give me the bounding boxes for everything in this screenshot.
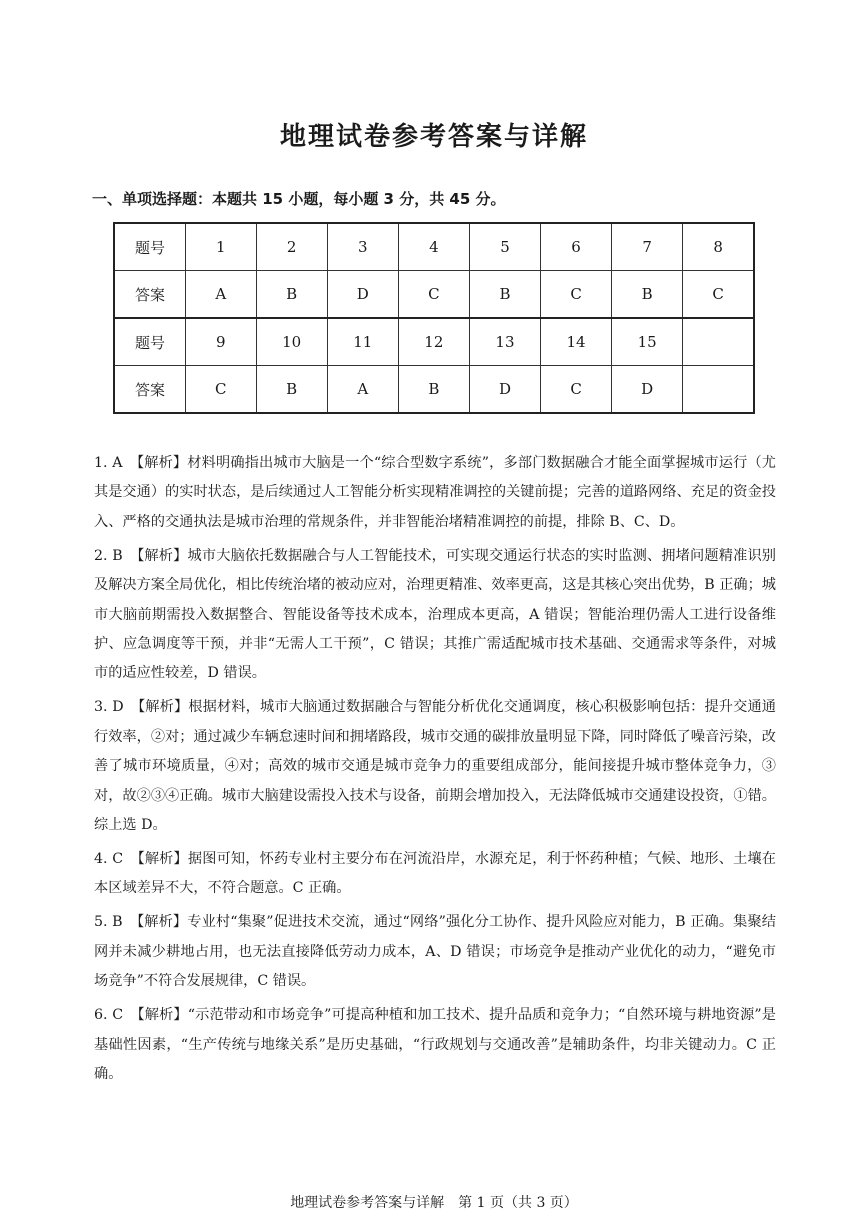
table-cell: C	[541, 271, 612, 319]
table-cell: 1	[185, 223, 256, 271]
answer-table	[113, 222, 755, 414]
table-cell: 8	[683, 223, 754, 271]
table-cell	[683, 366, 754, 414]
explanation-item-1: 1. A 【解析】材料明确指出城市大脑是一个“综合型数字系统”，多部门数据融合才能全面掌握城市运行（尤其是交通）的实时状态，是后续通过人工智能分析实现精准调控的关键前提；完善的道路网络、充足的资金投入、严格的交通执法是城市治理的常规条件，并非智能治堵精准调控的前提，排除 B、C、D。	[94, 455, 776, 530]
row-header: 题号	[114, 223, 185, 271]
explanation-item-4: 4. C 【解析】据图可知，怀药专业村主要分布在河流沿岸，水源充足，利于怀药种植；气候、地形、土壤在本区域差异不大，不符合题意。C 正确。	[94, 851, 776, 897]
table-cell: 11	[327, 318, 398, 366]
row-header: 答案	[114, 366, 185, 414]
explanation-list	[94, 449, 776, 1094]
table-cell	[683, 318, 754, 366]
section-heading: 一、单项选择题：本题共 15 小题，每小题 3 分，共 45 分。	[92, 190, 506, 208]
table-cell: 4	[398, 223, 469, 271]
page-footer: 地理试卷参考答案与详解 第 1 页（共 3 页）	[290, 1195, 578, 1211]
explanation-item-2: 2. B 【解析】城市大脑依托数据融合与人工智能技术，可实现交通运行状态的实时监测、拥堵问题精准识别及解决方案全局优化，相比传统治堵的被动应对，治理更精准、效率更高，这是其核心突出优势，B 正确；城市大脑前期需投入数据整合、智能设备等技术成本，治理成本更高，A 错误；智能治理仍需人工进行设备维护、应急调度等干预，并非“无需人工干预”，C 错误；其推广需适配城市技术基础、交通需求等条件，对城市的适应性较差，D 错误。	[94, 547, 776, 682]
table-cell: 2	[256, 223, 327, 271]
table-cell: A	[185, 271, 256, 319]
table-cell: 14	[541, 318, 612, 366]
table-cell: 3	[327, 223, 398, 271]
table-cell: D	[327, 271, 398, 319]
table-cell: 5	[469, 223, 540, 271]
table-cell: C	[541, 366, 612, 414]
table-cell: 7	[612, 223, 683, 271]
table-cell: C	[398, 271, 469, 319]
table-cell: B	[612, 271, 683, 319]
table-cell: B	[469, 271, 540, 319]
table-cell: C	[683, 271, 754, 319]
table-cell: 9	[185, 318, 256, 366]
table-cell: C	[185, 366, 256, 414]
table-cell: A	[327, 366, 398, 414]
table-cell: 6	[541, 223, 612, 271]
table-row	[114, 318, 754, 366]
table-cell: 13	[469, 318, 540, 366]
table-cell: 12	[398, 318, 469, 366]
row-header: 题号	[114, 318, 185, 366]
table-row	[114, 366, 754, 414]
table-cell: 10	[256, 318, 327, 366]
table-cell: B	[398, 366, 469, 414]
table-cell: B	[256, 271, 327, 319]
table-cell: D	[469, 366, 540, 414]
table-row	[114, 271, 754, 319]
row-header: 答案	[114, 271, 185, 319]
table-cell: B	[256, 366, 327, 414]
explanation-item-5: 5. B 【解析】专业村“集聚”促进技术交流，通过“网络”强化分工协作、提升风险应对能力，B 正确。集聚结网并未减少耕地占用，也无法直接降低劳动力成本，A、D 错误；市场竞争是推动产业优化的动力，“避免市场竞争”不符合发展规律，C 错误。	[94, 914, 776, 990]
page-title: 地理试卷参考答案与详解	[279, 122, 588, 152]
explanation-item-3: 3. D 【解析】根据材料，城市大脑通过数据融合与智能分析优化交通调度，核心积极影响包括：提升交通通行效率，②对；通过减少车辆怠速时间和拥堵路段，城市交通的碳排放量明显下降，同时降低了噪音污染，改善了城市环境质量，④对；高效的城市交通是城市竞争力的重要组成部分，能间接提升城市整体竞争力，③对，故②③④正确。城市大脑建设需投入技术与设备，前期会增加投入，无法降低城市交通建设投资，①错。综上选 D。	[94, 699, 776, 834]
table-row	[114, 223, 754, 271]
table-cell: D	[612, 366, 683, 414]
table-cell: 15	[612, 318, 683, 366]
explanation-item-6: 6. C 【解析】“示范带动和市场竞争”可提高种植和加工技术、提升品质和竞争力；“自然环境与耕地资源”是基础性因素，“生产传统与地缘关系”是历史基础，“行政规划与交通改善”是辅助条件，均非关键动力。C 正确。	[94, 1007, 776, 1083]
